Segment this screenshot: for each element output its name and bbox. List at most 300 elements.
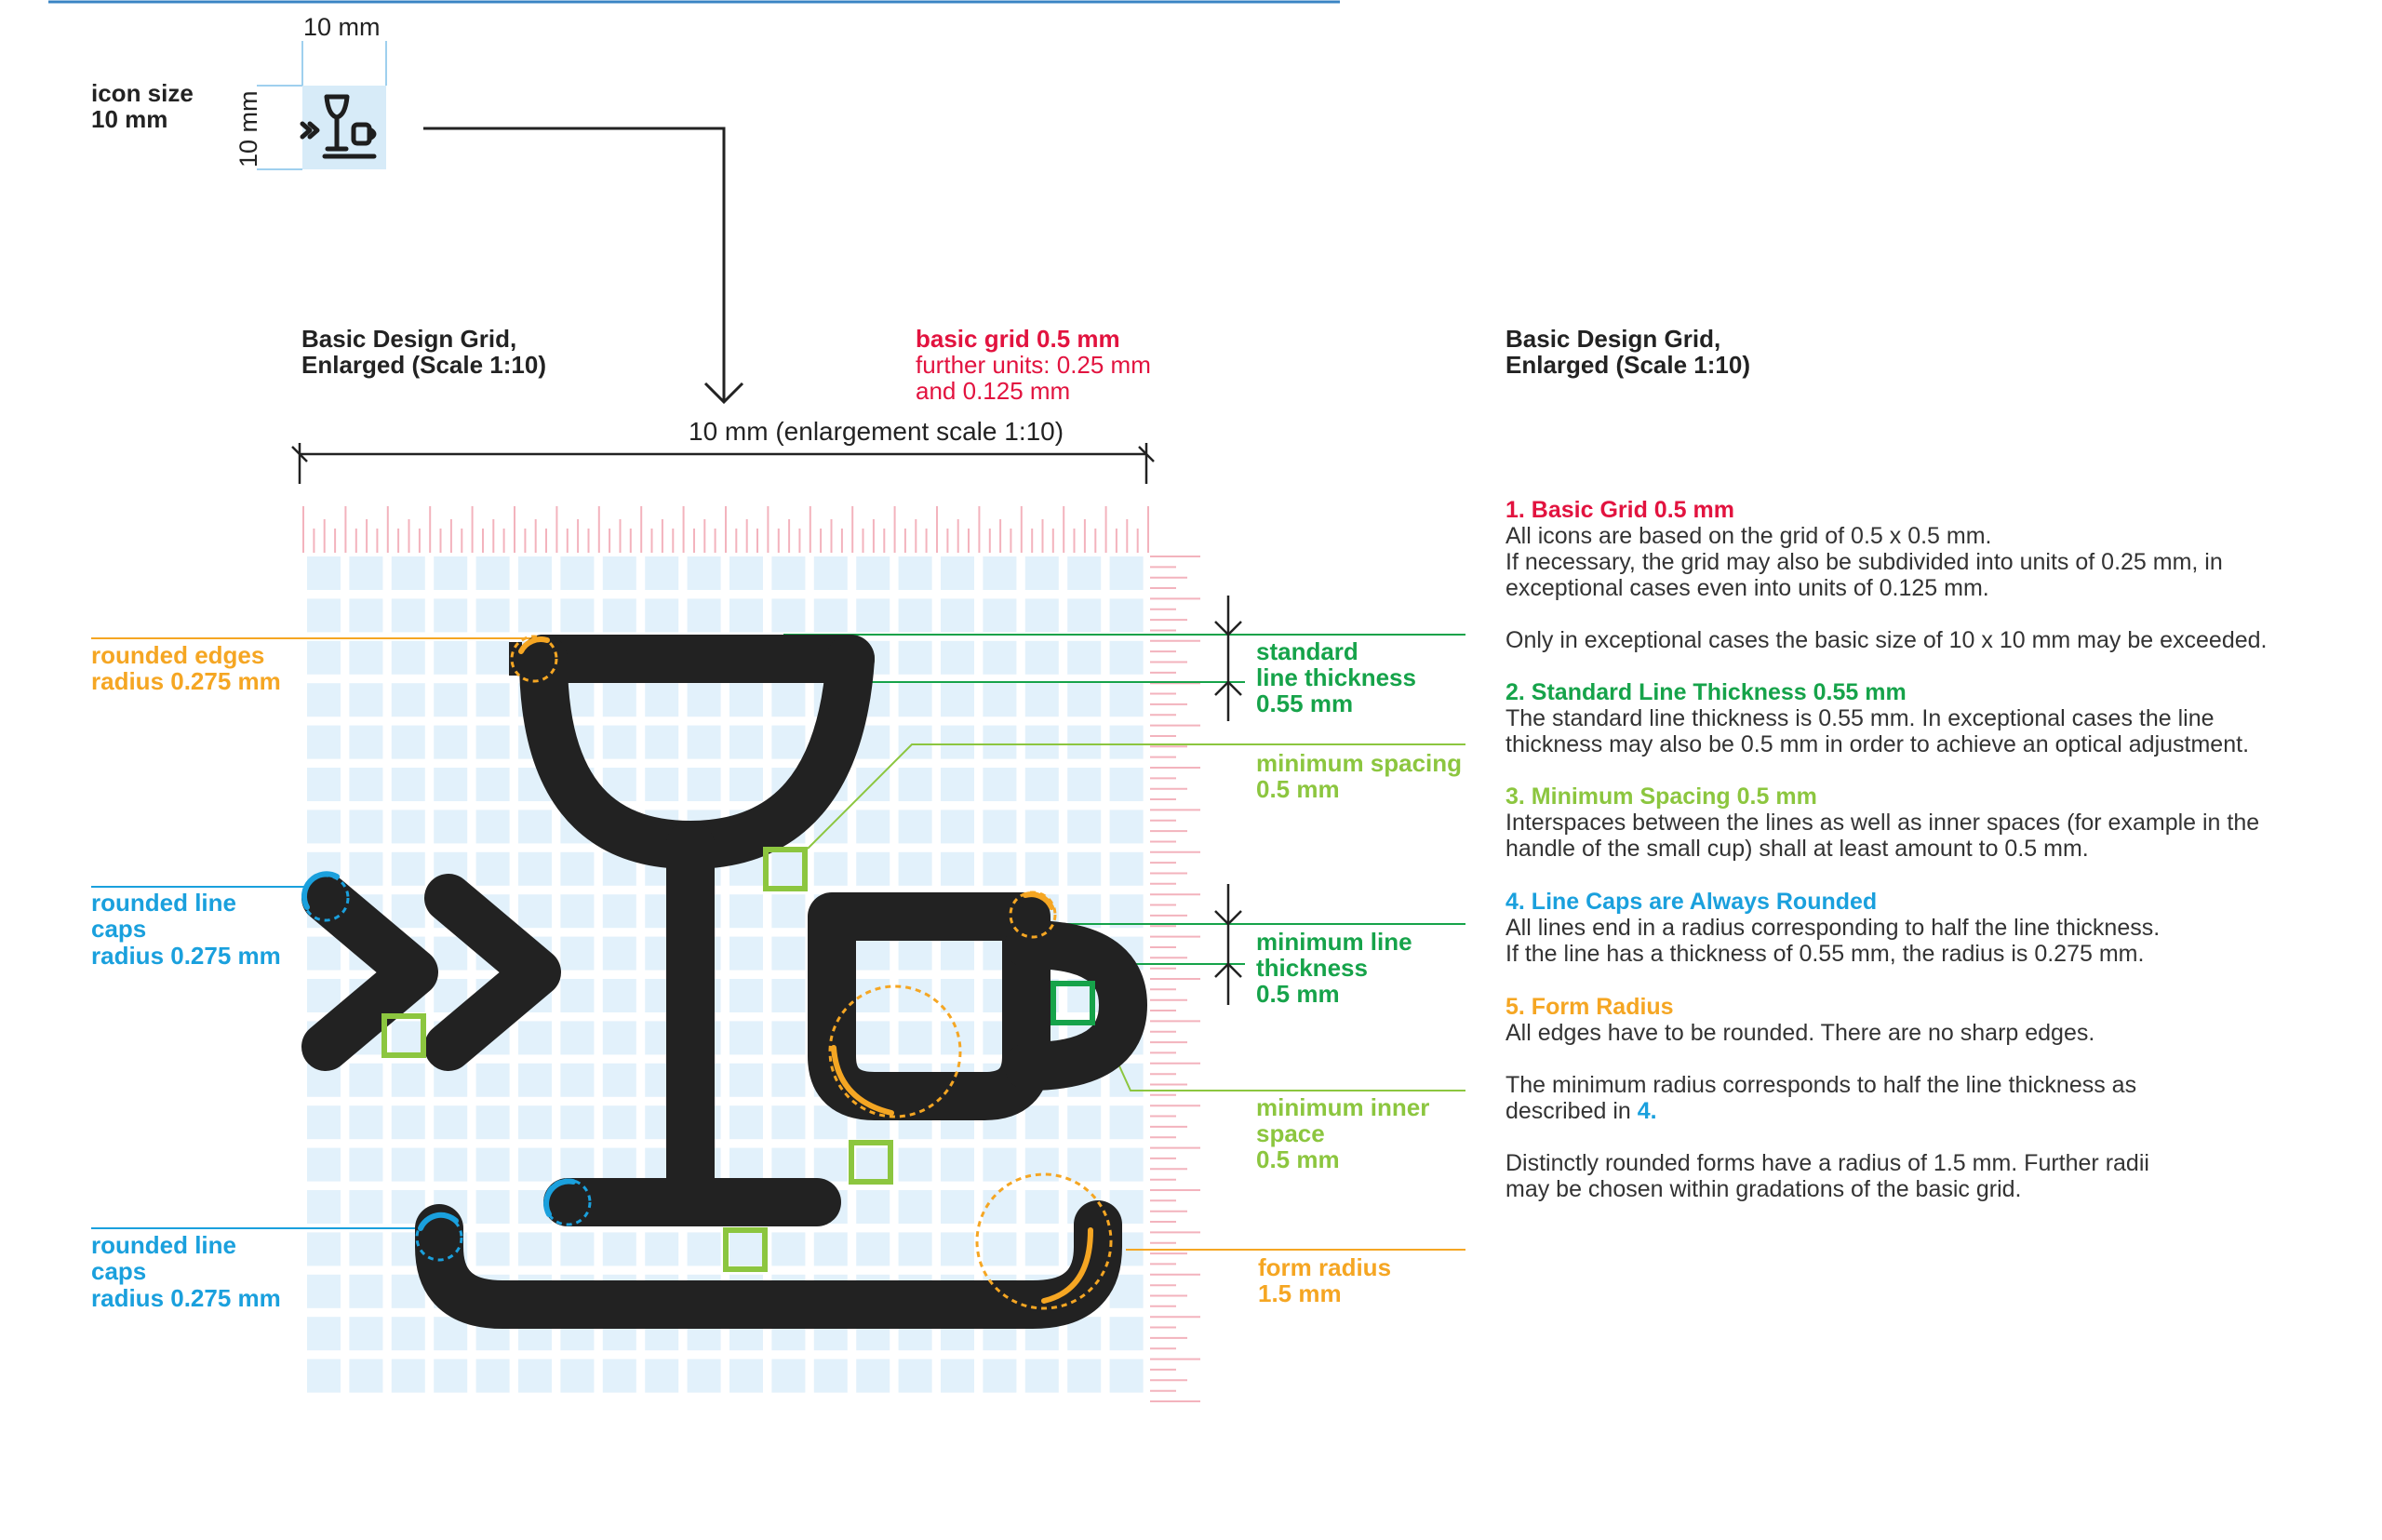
grid-cell <box>1067 641 1101 675</box>
grid-cell <box>856 598 890 632</box>
grid-cell <box>476 683 510 716</box>
grid-cell <box>392 598 425 632</box>
min-thickness-label: minimum line <box>1256 928 1412 956</box>
grid-cell <box>771 1105 805 1139</box>
grid-cell <box>1067 1148 1101 1182</box>
rule-5-body: All edges have to be rounded. There are no sharp edges. <box>1505 1020 2095 1046</box>
grid-cell <box>307 641 341 675</box>
grid-cell <box>392 1359 425 1393</box>
grid-cell <box>349 598 382 632</box>
grid-cell <box>941 1359 974 1393</box>
grid-cell <box>856 810 890 843</box>
grid-cell <box>1025 683 1059 716</box>
grid-cell <box>518 1064 552 1097</box>
icon-size-value: 10 mm <box>91 105 168 133</box>
grid-cell <box>729 1064 763 1097</box>
grid-cell <box>518 1232 552 1265</box>
grid-cell <box>729 1232 763 1265</box>
small-icon-dim-left: 10 mm <box>234 90 262 167</box>
grid-cell <box>983 556 1016 590</box>
grid-cell <box>771 1148 805 1182</box>
grid-cell <box>645 768 678 801</box>
grid-cell <box>434 1359 467 1393</box>
grid-cell <box>729 1359 763 1393</box>
grid-cell <box>688 598 721 632</box>
grid-cell <box>729 1148 763 1182</box>
grid-cell <box>603 726 636 759</box>
grid-cell <box>1025 852 1059 886</box>
right-title-line1: Basic Design Grid, <box>1505 325 1721 353</box>
grid-cell <box>688 726 721 759</box>
grid-cell <box>1110 641 1144 675</box>
grid-cell <box>856 1148 890 1182</box>
grid-cell <box>307 1232 341 1265</box>
grid-cell <box>814 1232 848 1265</box>
grid-cell <box>941 1232 974 1265</box>
grid-cell <box>645 598 678 632</box>
grid-cell <box>603 1232 636 1265</box>
rule-5-heading: 5. Form Radius <box>1505 994 1674 1020</box>
grid-cell <box>1067 894 1101 928</box>
grid-cell <box>814 556 848 590</box>
grid-cell <box>476 768 510 801</box>
left-title-line1: Basic Design Grid, <box>301 325 517 353</box>
grid-cell <box>983 1232 1016 1265</box>
grid-cell <box>560 1064 594 1097</box>
grid-cell <box>392 641 425 675</box>
grid-cell <box>603 1105 636 1139</box>
grid-cell <box>434 726 467 759</box>
standard-thickness-value: 0.55 mm <box>1256 690 1354 717</box>
grid-cell <box>518 852 552 886</box>
grid-cell <box>392 768 425 801</box>
grid-cell <box>688 683 721 716</box>
grid-cell <box>560 1021 594 1054</box>
grid-cell <box>1110 1317 1144 1350</box>
grid-cell <box>307 1275 341 1308</box>
rule-5-extra <box>1505 1072 2324 1124</box>
grid-cell <box>729 1105 763 1139</box>
grid-cell <box>983 683 1016 716</box>
grid-cell <box>560 1105 594 1139</box>
grid-cell <box>1067 768 1101 801</box>
right-title-line2: Enlarged (Scale 1:10) <box>1505 351 1750 379</box>
grid-cell <box>476 1232 510 1265</box>
rule-1-heading: 1. Basic Grid 0.5 mm <box>1505 497 1734 523</box>
grid-cell <box>1067 1105 1101 1139</box>
min-spacing-label: minimum spacing <box>1256 749 1463 777</box>
grid-cell <box>518 894 552 928</box>
grid-cell <box>771 1021 805 1054</box>
grid-cell <box>307 937 341 971</box>
grid-cell <box>476 726 510 759</box>
grid-cell <box>307 810 341 843</box>
grid-cell <box>729 683 763 716</box>
grid-cell <box>771 683 805 716</box>
grid-note-title: basic grid 0.5 mm <box>916 325 1120 353</box>
grid-cell <box>941 683 974 716</box>
grid-note-line2: further units: 0.25 mm <box>916 351 1151 379</box>
grid-cell <box>1025 810 1059 843</box>
line-caps-2-label: rounded line <box>91 1231 236 1259</box>
grid-cell <box>1110 1105 1144 1139</box>
grid-cell <box>899 641 932 675</box>
rule-5-extra-text: The minimum radius corresponds to half the line thickness as described in <box>1505 1072 2137 1124</box>
rule-2 <box>1505 679 2324 757</box>
grid-cell <box>899 1359 932 1393</box>
grid-cell <box>518 556 552 590</box>
rounded-edges-value: radius 0.275 mm <box>91 667 281 695</box>
grid-cell <box>392 894 425 928</box>
grid-note-line3: and 0.125 mm <box>916 377 1071 405</box>
grid-cell <box>476 641 510 675</box>
grid-cell <box>645 1359 678 1393</box>
line-caps-1-value: radius 0.275 mm <box>91 942 281 970</box>
grid-cell <box>983 641 1016 675</box>
grid-cell <box>856 556 890 590</box>
grid-cell <box>349 556 382 590</box>
grid-cell <box>983 810 1016 843</box>
grid-cell <box>518 810 552 843</box>
grid-cell <box>899 1190 932 1224</box>
grid-cell <box>1025 1190 1059 1224</box>
grid-cell <box>941 1021 974 1054</box>
grid-cell <box>688 1232 721 1265</box>
grid-cell <box>1067 810 1101 843</box>
grid-cell <box>603 1148 636 1182</box>
rule-2-body: The standard line thickness is 0.55 mm. In exceptional cases the line thickness may also be 0.5 mm in order to achieve an optical adjustment. <box>1505 705 2250 757</box>
grid-cell <box>603 598 636 632</box>
grid-cell <box>434 768 467 801</box>
grid-cell <box>349 1275 382 1308</box>
grid-cell <box>899 768 932 801</box>
grid-cell <box>856 852 890 886</box>
grid-cell <box>349 768 382 801</box>
grid-cell <box>771 852 805 886</box>
grid-cell <box>349 641 382 675</box>
min-thickness-value: 0.5 mm <box>1256 980 1340 1008</box>
grid-cell <box>476 1359 510 1393</box>
dimension-line <box>292 443 1154 484</box>
grid-cell <box>349 1190 382 1224</box>
grid-cell <box>1025 1105 1059 1139</box>
rule-1-extra: Only in exceptional cases the basic size of 10 x 10 mm may be exceeded. <box>1505 627 2268 653</box>
grid-cell <box>603 1021 636 1054</box>
grid-cell <box>771 726 805 759</box>
grid-cell <box>729 937 763 971</box>
form-radius-value: 1.5 mm <box>1258 1279 1342 1307</box>
grid-cell <box>518 1359 552 1393</box>
grid-cell <box>307 598 341 632</box>
grid-cell <box>603 937 636 971</box>
grid-cell <box>349 1148 382 1182</box>
form-radius-label: form radius <box>1258 1253 1392 1281</box>
min-thickness-label2: thickness <box>1256 954 1368 982</box>
grid-cell <box>349 1317 382 1350</box>
thickness-arrows <box>1215 596 1241 1005</box>
grid-cell <box>771 1232 805 1265</box>
grid-cell <box>899 810 932 843</box>
grid-cell <box>983 852 1016 886</box>
grid-cell <box>1110 852 1144 886</box>
grid-cell <box>392 1275 425 1308</box>
grid-cell <box>560 598 594 632</box>
grid-cell <box>476 1064 510 1097</box>
grid-cell <box>307 683 341 716</box>
grid-cell <box>856 1190 890 1224</box>
grid-cell <box>307 726 341 759</box>
grid-cell <box>941 937 974 971</box>
grid-cell <box>899 598 932 632</box>
grid-cell <box>349 683 382 716</box>
grid-cell <box>603 556 636 590</box>
grid-cell <box>941 810 974 843</box>
grid-cell <box>434 683 467 716</box>
grid-cell <box>729 598 763 632</box>
top-ruler <box>303 506 1148 553</box>
grid-cell <box>392 1021 425 1054</box>
grid-cell <box>392 810 425 843</box>
grid-cell <box>392 1148 425 1182</box>
grid-cell <box>814 1359 848 1393</box>
grid-cell <box>392 556 425 590</box>
grid-cell <box>899 556 932 590</box>
grid-cell <box>476 810 510 843</box>
grid-cell <box>476 1190 510 1224</box>
grid-cell <box>771 937 805 971</box>
dimension-label: 10 mm (enlargement scale 1:10) <box>689 417 1064 446</box>
min-spacing-value: 0.5 mm <box>1256 775 1340 803</box>
line-caps-1-label: rounded line <box>91 889 236 917</box>
line-caps-2-label2: caps <box>91 1257 147 1285</box>
grid-cell <box>560 894 594 928</box>
grid-cell <box>645 683 678 716</box>
grid-cell <box>856 1021 890 1054</box>
grid-cell <box>603 683 636 716</box>
grid-cell <box>349 1232 382 1265</box>
grid-cell <box>856 1359 890 1393</box>
rule-3-heading: 3. Minimum Spacing 0.5 mm <box>1505 783 1817 810</box>
grid-cell <box>349 1359 382 1393</box>
grid-cell <box>941 598 974 632</box>
grid-cell <box>899 852 932 886</box>
grid-cell <box>1025 556 1059 590</box>
standard-thickness-label2: line thickness <box>1256 663 1416 691</box>
line-caps-2-value: radius 0.275 mm <box>91 1284 281 1312</box>
grid-cell <box>729 979 763 1012</box>
grid-cell <box>771 1359 805 1393</box>
right-ruler <box>1150 556 1200 1401</box>
grid-cell <box>603 894 636 928</box>
grid-cell <box>349 1105 382 1139</box>
grid-cell <box>1067 852 1101 886</box>
grid-cell <box>518 1148 552 1182</box>
small-icon-dim-top: 10 mm <box>303 13 381 41</box>
grid-cell <box>941 1148 974 1182</box>
grid-cell <box>476 1148 510 1182</box>
grid-cell <box>899 1232 932 1265</box>
grid-cell <box>941 641 974 675</box>
grid-cell <box>392 1317 425 1350</box>
grid-cell <box>349 810 382 843</box>
grid-cell <box>1067 556 1101 590</box>
grid-cell <box>307 1359 341 1393</box>
grid-cell <box>560 1359 594 1393</box>
grid-cell <box>1067 726 1101 759</box>
grid-cell <box>899 1021 932 1054</box>
grid-cell <box>434 937 467 971</box>
grid-cell <box>476 556 510 590</box>
grid-cell <box>771 979 805 1012</box>
grid-cell <box>688 768 721 801</box>
grid-cell <box>899 1148 932 1182</box>
rule-1-body: All icons are based on the grid of 0.5 x 0.5 mm. If necessary, the grid may also be subdivided into units of 0.25 mm, in exceptional cases even into units of 0.125 mm. <box>1505 523 2223 601</box>
grid-cell <box>941 726 974 759</box>
grid-cell <box>1067 1359 1101 1393</box>
grid-cell <box>476 852 510 886</box>
rule-5-extra2: Distinctly rounded forms have a radius of 1.5 mm. Further radii may be chosen within gradations of the basic grid. <box>1505 1150 2149 1202</box>
grid-cell <box>941 556 974 590</box>
grid-cell <box>434 641 467 675</box>
min-inner-value: 0.5 mm <box>1256 1145 1340 1173</box>
rule-3 <box>1505 783 2324 862</box>
grid-cell <box>729 726 763 759</box>
rule-4-heading: 4. Line Caps are Always Rounded <box>1505 889 1878 915</box>
grid-cell <box>560 937 594 971</box>
small-icon-preview <box>257 41 386 169</box>
grid-cell <box>688 556 721 590</box>
grid-cell <box>560 1148 594 1182</box>
rule-4 <box>1505 889 2324 967</box>
grid-cell <box>560 556 594 590</box>
grid-cell <box>1025 1359 1059 1393</box>
grid-cell <box>941 1190 974 1224</box>
grid-cell <box>434 810 467 843</box>
grid-cell <box>1025 598 1059 632</box>
grid-cell <box>392 726 425 759</box>
grid-cell <box>1067 598 1101 632</box>
grid-cell <box>899 683 932 716</box>
grid-cell <box>941 979 974 1012</box>
grid-cell <box>1025 726 1059 759</box>
grid-cell <box>1110 768 1144 801</box>
grid-cell <box>814 598 848 632</box>
left-title-line2: Enlarged (Scale 1:10) <box>301 351 546 379</box>
rule-4-body: All lines end in a radius corresponding to half the line thickness. If the line has a thickness of 0.55 mm, the radius is 0.275 mm. <box>1505 915 2161 967</box>
grid-cell <box>645 726 678 759</box>
grid-cell <box>476 598 510 632</box>
standard-thickness-label: standard <box>1256 637 1358 665</box>
grid-cell <box>983 726 1016 759</box>
rounded-edges-label: rounded edges <box>91 641 265 669</box>
grid-cell <box>941 768 974 801</box>
icon-size-label: icon size <box>91 79 194 107</box>
grid-cell <box>518 598 552 632</box>
grid-cell <box>434 556 467 590</box>
grid-cell <box>307 1148 341 1182</box>
grid-cell <box>560 979 594 1012</box>
grid-cell <box>983 1359 1016 1393</box>
grid-cell <box>307 768 341 801</box>
grid-cell <box>307 556 341 590</box>
grid-cell <box>392 852 425 886</box>
grid-cell <box>560 1232 594 1265</box>
grid-cell <box>814 852 848 886</box>
grid-cell <box>1110 894 1144 928</box>
grid-cell <box>941 852 974 886</box>
grid-cell <box>1110 1359 1144 1393</box>
grid-cell <box>518 1105 552 1139</box>
grid-cell <box>392 1105 425 1139</box>
grid-cell <box>645 556 678 590</box>
rule-2-heading: 2. Standard Line Thickness 0.55 mm <box>1505 679 1907 705</box>
grid-cell <box>983 1148 1016 1182</box>
grid-cell <box>1025 1232 1059 1265</box>
grid-cell <box>771 1064 805 1097</box>
grid-cell <box>729 768 763 801</box>
grid-cell <box>434 1148 467 1182</box>
grid-cell <box>476 1105 510 1139</box>
rule-5-extra-ref: 4. <box>1637 1098 1657 1124</box>
grid-cell <box>729 556 763 590</box>
grid-cell <box>518 1021 552 1054</box>
grid-cell <box>349 726 382 759</box>
grid-cell <box>771 556 805 590</box>
grid-cell <box>392 683 425 716</box>
grid-cell <box>983 768 1016 801</box>
grid-cell <box>392 1064 425 1097</box>
grid-cell <box>856 937 890 971</box>
grid-cell <box>729 894 763 928</box>
grid-cell <box>349 852 382 886</box>
grid-cell <box>603 1359 636 1393</box>
grid-cell <box>1067 683 1101 716</box>
line-caps-1-label2: caps <box>91 915 147 943</box>
grid-cell <box>307 1105 341 1139</box>
grid-cell <box>983 598 1016 632</box>
grid-cell <box>434 1105 467 1139</box>
min-inner-label: minimum inner <box>1256 1093 1430 1121</box>
grid-cell <box>688 1359 721 1393</box>
grid-cell <box>729 1021 763 1054</box>
grid-cell <box>603 979 636 1012</box>
rule-1 <box>1505 497 2324 653</box>
grid-cell <box>1110 683 1144 716</box>
grid-cell <box>899 937 932 971</box>
grid-cell <box>1110 598 1144 632</box>
grid-cell <box>1110 1148 1144 1182</box>
grid-cell <box>349 1064 382 1097</box>
grid-cell <box>1110 726 1144 759</box>
grid-cell <box>1025 768 1059 801</box>
grid-cell <box>307 1317 341 1350</box>
rule-5 <box>1505 994 2324 1202</box>
grid-cell <box>603 1064 636 1097</box>
grid-cell <box>1025 641 1059 675</box>
grid-cell <box>1110 810 1144 843</box>
grid-cell <box>307 1190 341 1224</box>
grid-cell <box>1110 556 1144 590</box>
grid-cell <box>771 598 805 632</box>
grid-cell <box>434 598 467 632</box>
grid-cell <box>645 1232 678 1265</box>
grid-cell <box>560 852 594 886</box>
rule-3-body: Interspaces between the lines as well as inner spaces (for example in the handle of the small cup) shall at least amount to 0.5 mm. <box>1505 810 2260 862</box>
grid-cell <box>771 894 805 928</box>
grid-cell <box>814 1148 848 1182</box>
grid-cell <box>856 1232 890 1265</box>
min-inner-label2: space <box>1256 1119 1325 1147</box>
